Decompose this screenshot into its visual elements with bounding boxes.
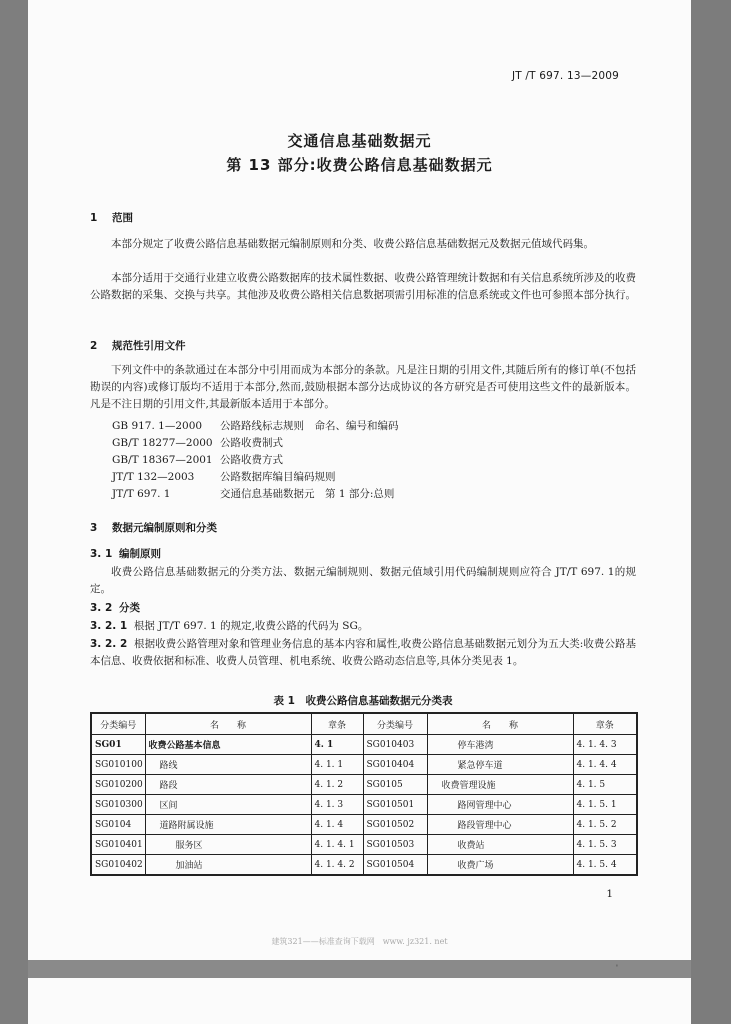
reference-title: 公路数据库编目编码规则 <box>220 471 336 483</box>
page-number: 1 <box>606 888 613 900</box>
reference-item <box>112 452 399 469</box>
watermark-footer: 建筑321——标准查询下载网 www. jz321. net <box>271 937 448 946</box>
section-3-2-heading <box>90 600 140 615</box>
header-cell: 分类编号 <box>363 713 427 735</box>
reference-code: JT/T 697. 1 <box>112 488 171 500</box>
classification-table <box>90 712 638 876</box>
table-cell: 4. 1. 5. 2 <box>573 815 637 835</box>
subsection-text: 根据 JT/T 697. 1 的规定,收费公路的代码为 SG。 <box>133 620 369 632</box>
document-page <box>28 0 691 960</box>
section-3-1-paragraph: 收费公路信息基础数据元的分类方法、数据元编制规则、数据元值域引用代码编制规则应符合 JT/T 697. 1的规定。 <box>90 566 636 595</box>
subsection-number: 3. 2. 1 <box>90 620 128 632</box>
table-cell: 收费广场 <box>427 855 573 876</box>
table-cell: SG010504 <box>363 855 427 876</box>
table-cell: 4. 1. 5 <box>573 775 637 795</box>
reference-title: 公路收费方式 <box>220 454 283 466</box>
table-cell: 4. 1. 5. 1 <box>573 795 637 815</box>
section-3-heading <box>90 520 217 535</box>
subsection-title: 编制原则 <box>118 548 161 560</box>
document-title: 交通信息基础数据元 <box>287 132 432 150</box>
header-cell: 名 称 <box>427 713 573 735</box>
table-cell: 路段管理中心 <box>427 815 573 835</box>
reference-item <box>112 435 399 452</box>
section-number: 2 <box>90 340 98 352</box>
table-cell: 服务区 <box>145 835 311 855</box>
table-cell: SG010404 <box>363 755 427 775</box>
table-cell: 路段 <box>145 775 311 795</box>
table-header-row <box>91 713 637 735</box>
table-cell: 紧急停车道 <box>427 755 573 775</box>
table-cell: 4. 1. 4. 2 <box>311 855 363 876</box>
page-mark: ' <box>616 964 618 972</box>
table-cell: 4. 1. 4 <box>311 815 363 835</box>
subsection-number: 3. 2 <box>90 602 113 614</box>
section-title: 规范性引用文件 <box>112 340 186 352</box>
table-cell: 4. 1. 4. 1 <box>311 835 363 855</box>
header-cell: 分类编号 <box>91 713 145 735</box>
subsection-number: 3. 1 <box>90 548 113 560</box>
table-cell: 4. 1. 4. 3 <box>573 735 637 755</box>
subsection-number: 3. 2. 2 <box>90 638 128 650</box>
table-cell: 路网管理中心 <box>427 795 573 815</box>
reference-code: JT/T 132—2003 <box>112 471 195 483</box>
table-cell: SG010403 <box>363 735 427 755</box>
table-row <box>91 795 637 815</box>
document-code: JT /T 697. 13—2009 <box>511 70 619 82</box>
table-row <box>91 735 637 755</box>
table-cell: SG010402 <box>91 855 145 876</box>
subsection-title: 分类 <box>118 602 140 614</box>
table-cell: 路线 <box>145 755 311 775</box>
header-cell: 章条 <box>311 713 363 735</box>
section-2-heading <box>90 338 186 353</box>
table-row <box>91 815 637 835</box>
table-cell: SG010501 <box>363 795 427 815</box>
section-title: 范围 <box>112 212 133 224</box>
next-page <box>28 978 691 1024</box>
table-cell: 收费站 <box>427 835 573 855</box>
table-cell: 4. 1 <box>311 735 363 755</box>
table-cell: SG01 <box>91 735 145 755</box>
table-cell: 收费公路基本信息 <box>145 735 311 755</box>
table-cell: SG0105 <box>363 775 427 795</box>
section-3-2-2 <box>90 636 636 670</box>
table-cell: SG010503 <box>363 835 427 855</box>
header-cell: 名 称 <box>145 713 311 735</box>
table-cell: SG010502 <box>363 815 427 835</box>
reference-code: GB/T 18277—2000 <box>112 437 213 449</box>
table-cell: SG0104 <box>91 815 145 835</box>
reference-code: GB/T 18367—2001 <box>112 454 213 466</box>
table-cell: SG010100 <box>91 755 145 775</box>
table-cell: 加油站 <box>145 855 311 876</box>
section-1-heading <box>90 210 133 225</box>
table-cell: 收费管理设施 <box>427 775 573 795</box>
reference-title: 交通信息基础数据元 第 1 部分:总则 <box>220 488 395 500</box>
section-number: 3 <box>90 522 98 534</box>
table-caption: 表 1 收费公路信息基础数据元分类表 <box>273 695 453 707</box>
table-cell: 4. 1. 4. 4 <box>573 755 637 775</box>
table-row <box>91 855 637 876</box>
table-row <box>91 755 637 775</box>
section-2-paragraph: 下列文件中的条款通过在本部分中引用而成为本部分的条款。凡是注日期的引用文件,其随后所有的修订单(不包括勘误的内容)或修订版均不适用于本部分,然而,鼓励根据本部分达成协议的各方研究是否可使用这些文件的最新版本。凡是不注日期的引用文件,其最新版本适用于本部分。 <box>90 364 636 410</box>
header-cell: 章条 <box>573 713 637 735</box>
document-subtitle: 第 13 部分:收费公路信息基础数据元 <box>226 156 493 174</box>
table-cell: 4. 1. 5. 4 <box>573 855 637 876</box>
right-scrollbar-area[interactable] <box>691 0 731 1024</box>
reference-title: 公路收费制式 <box>220 437 283 449</box>
reference-item <box>112 469 399 486</box>
left-margin <box>0 0 28 1024</box>
section-3-1-heading <box>90 546 161 561</box>
table-cell: 道路附属设施 <box>145 815 311 835</box>
table-cell: 停车港湾 <box>427 735 573 755</box>
section-3-2-1 <box>90 618 636 633</box>
table-cell: 4. 1. 5. 3 <box>573 835 637 855</box>
section-number: 1 <box>90 212 98 224</box>
reference-list <box>112 418 399 503</box>
reference-code: GB 917. 1—2000 <box>112 420 203 432</box>
table-cell: SG010401 <box>91 835 145 855</box>
table-cell: 4. 1. 3 <box>311 795 363 815</box>
reference-item <box>112 418 399 435</box>
table-cell: SG010300 <box>91 795 145 815</box>
reference-title: 公路路线标志规则 命名、编号和编码 <box>220 420 399 432</box>
table-cell: 区间 <box>145 795 311 815</box>
reference-item <box>112 486 399 503</box>
section-title: 数据元编制原则和分类 <box>112 522 217 534</box>
section-1-paragraph-2: 本部分适用于交通行业建立收费公路数据库的技术属性数据、收费公路管理统计数据和有关信息系统所涉及的收费公路数据的采集、交换与共享。其他涉及收费公路相关信息数据项需引用标准的信息系统或文件也可参照本部分执行。 <box>90 272 636 301</box>
section-1-paragraph-1: 本部分规定了收费公路信息基础数据元编制原则和分类、收费公路信息基础数据元及数据元值域代码集。 <box>111 238 594 250</box>
table-cell: 4. 1. 2 <box>311 775 363 795</box>
table-cell: 4. 1. 1 <box>311 755 363 775</box>
subsection-text: 根据收费公路管理对象和管理业务信息的基本内容和属性,收费公路信息基础数据元划分为五大类:收费公路基本信息、收费依据和标准、收费人员管理、机电系统、收费公路动态信息等,具体分类见表 1。 <box>90 638 636 667</box>
table-cell: SG010200 <box>91 775 145 795</box>
table-row <box>91 835 637 855</box>
table-row <box>91 775 637 795</box>
